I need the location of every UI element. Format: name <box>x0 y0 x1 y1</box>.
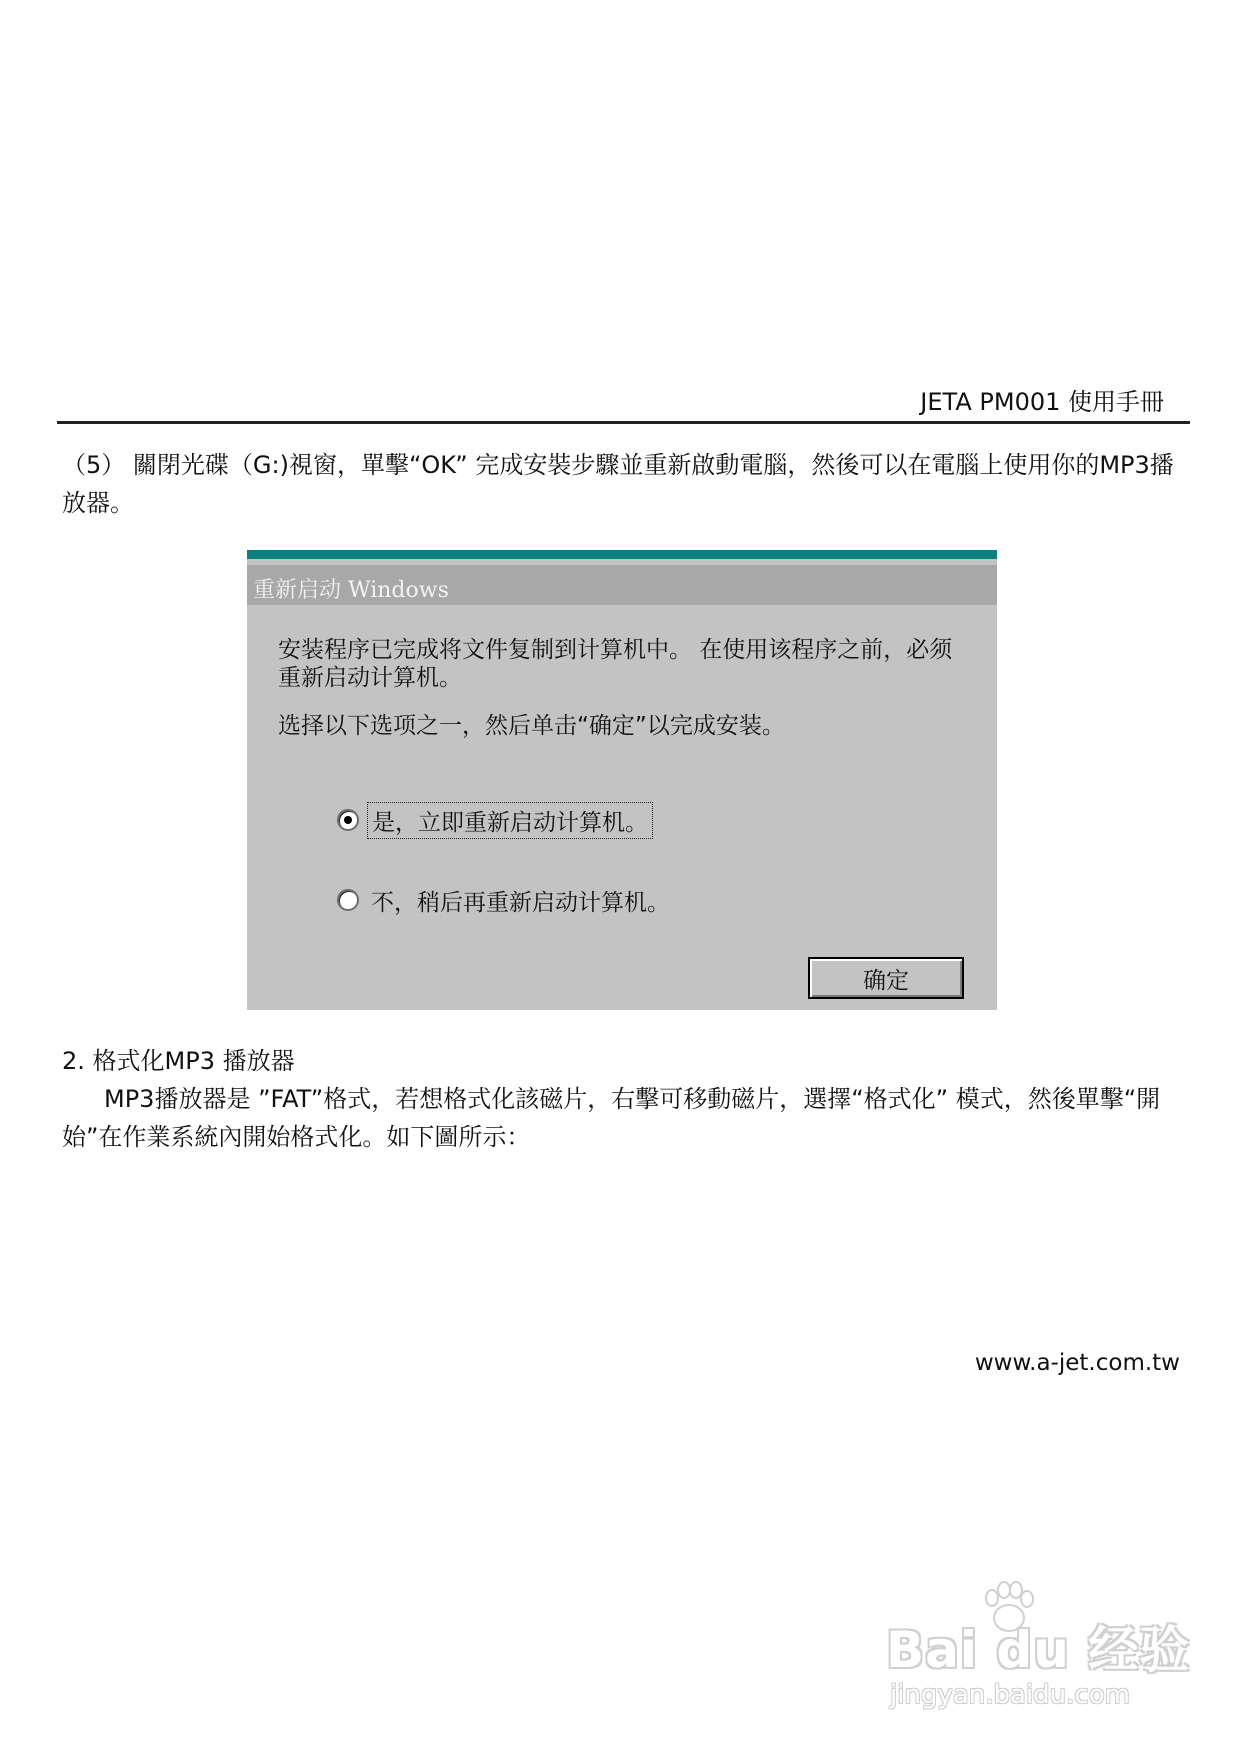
section-2-heading: 2. 格式化MP3 播放器 <box>62 1047 295 1075</box>
radio-button-selected[interactable] <box>337 809 359 831</box>
ok-button[interactable]: 确定 <box>808 957 964 999</box>
option-restart-now[interactable] <box>337 804 653 836</box>
dialog-top-bar <box>247 550 997 559</box>
section-2-paragraph: MP3播放器是 ”FAT”格式，若想格式化該磁片，右擊可移動磁片，選擇“格式化” 模式，然後單擊“開始”在作業系統內開始格式化。如下圖所示： <box>62 1085 1161 1151</box>
dialog-title: 重新启动 Windows <box>253 578 449 603</box>
baidu-jingyan-watermark <box>880 1580 1200 1720</box>
footer-url: www.a-jet.com.tw <box>974 1350 1180 1376</box>
restart-windows-dialog-screenshot <box>247 550 997 1010</box>
dialog-message-choose-option: 选择以下选项之一，然后单击“确定”以完成安装。 <box>278 713 785 739</box>
document-header-title: JETA PM001 使用手冊 <box>920 388 1164 416</box>
option-restart-now-label: 是，立即重新启动计算机。 <box>367 802 653 839</box>
option-restart-later[interactable] <box>337 884 674 916</box>
watermark-url: jingyan.baidu.com <box>890 1680 1130 1710</box>
radio-button[interactable] <box>337 889 359 911</box>
header-divider <box>57 421 1190 424</box>
option-restart-later-label: 不，稍后再重新启动计算机。 <box>371 889 670 916</box>
dialog-message-copy-complete: 安装程序已完成将文件复制到计算机中。 在使用该程序之前，必须重新启动计算机。 <box>278 637 953 691</box>
dialog-titlebar <box>247 565 997 605</box>
watermark-logo-text: Bai du 经验 <box>886 1621 1191 1679</box>
step-5-paragraph: （5） 關閉光碟（G:)視窗，單擊“OK” 完成安裝步驟並重新啟動電腦，然後可以在電腦上使用你的MP3播放器。 <box>62 451 1174 517</box>
